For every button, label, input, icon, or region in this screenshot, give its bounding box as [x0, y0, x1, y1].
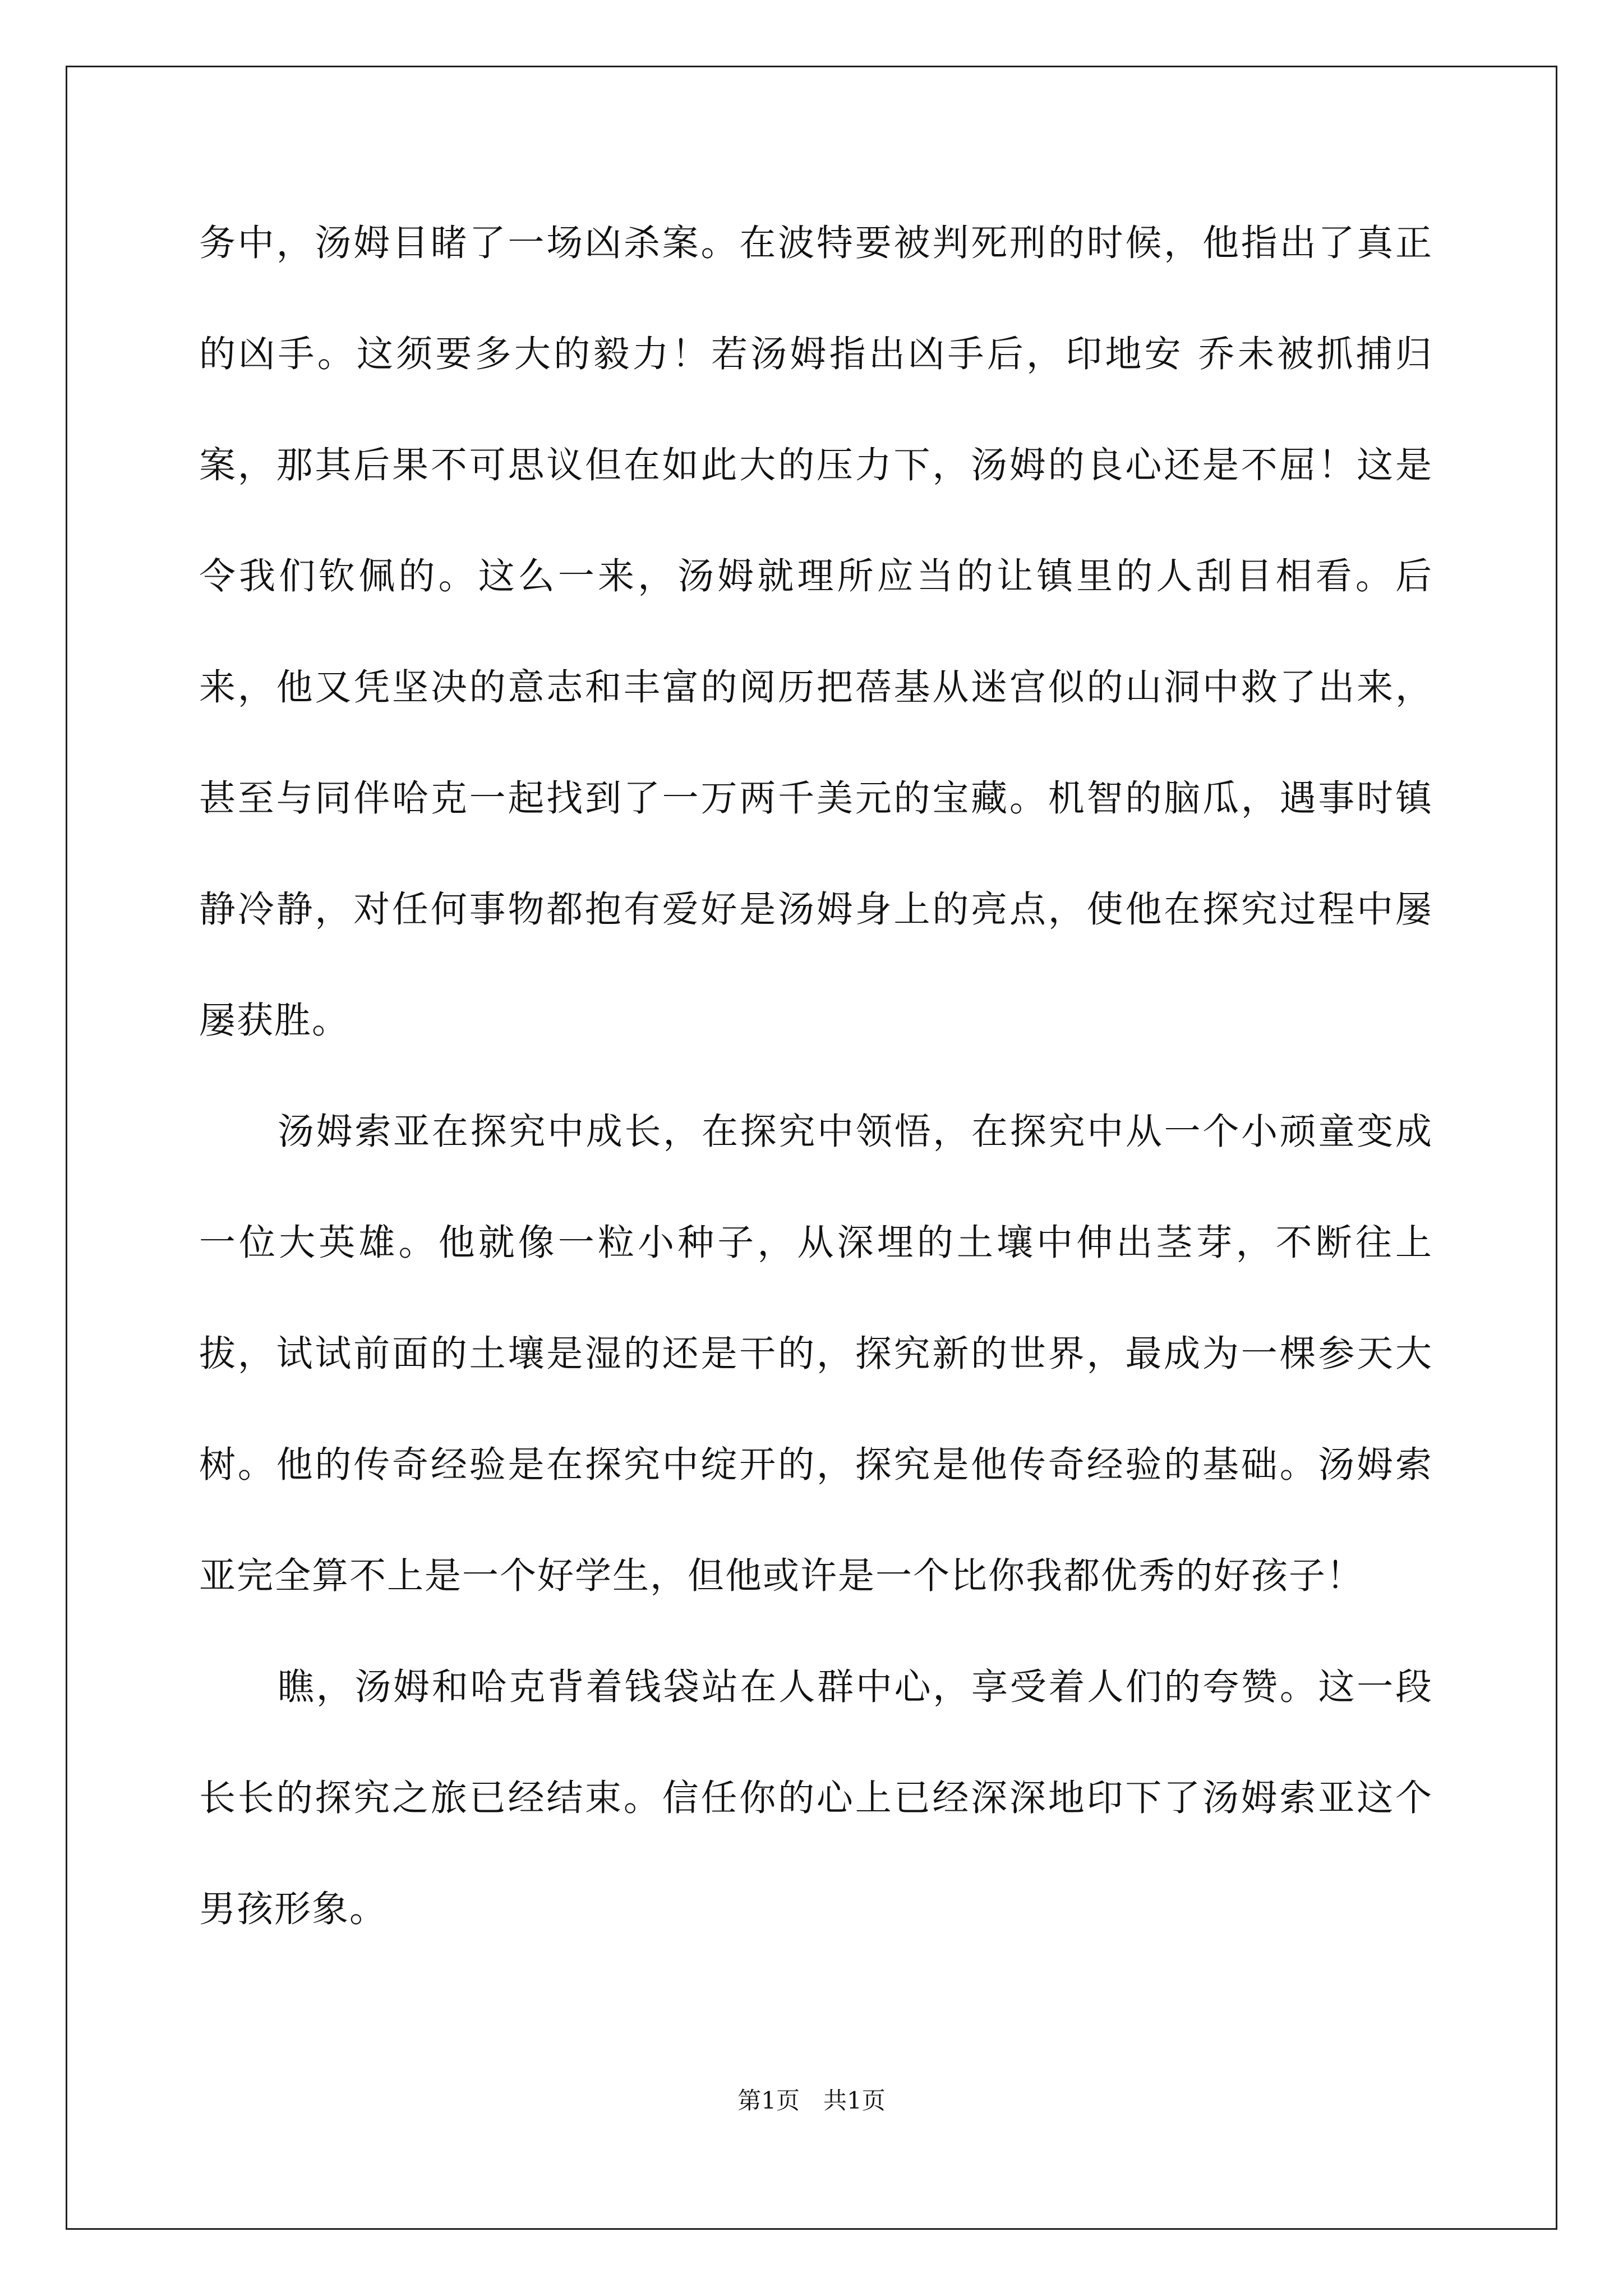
- page-number-footer: 第1页 共1页: [737, 2087, 886, 2114]
- paragraph-3: 瞧，汤姆和哈克背着钱袋站在人群中心，享受着人们的夸赞。这一段长长的探究之旅已经结束。信任你的心上已经深深地印下了汤姆索亚这个男孩形象。: [199, 1666, 1433, 1930]
- paragraph-1: 务中，汤姆目睹了一场凶杀案。在波特要被判死刑的时候，他指出了真正的凶手。这须要多大的毅力！若汤姆指出凶手后，印地安 乔未被抓捕归案，那其后果不可思议但在如此大的压力下，汤姆的良心还是不屈！这是令我们钦佩的。这么一来，汤姆就理所应当的让镇里的人刮目相看。后来，他又凭坚决的意志和丰富的阅历把蓓基从迷宫似的山洞中救了出来，甚至与同伴哈克一起找到了一万两千美元的宝藏。机智的脑瓜，遇事时镇静冷静，对任何事物都抱有爱好是汤姆身上的亮点，使他在探究过程中屡屡获胜。: [199, 222, 1433, 1042]
- paragraph-2: 汤姆索亚在探究中成长，在探究中领悟，在探究中从一个小顽童变成一位大英雄。他就像一粒小种子，从深埋的土壤中伸出茎芽，不断往上拔，试试前面的土壤是湿的还是干的，探究新的世界，最成为一棵参天大树。他的传奇经验是在探究中绽开的，探究是他传奇经验的基础。汤姆索亚完全算不上是一个好学生，但他或许是一个比你我都优秀的好孩子！: [199, 1111, 1433, 1597]
- document-body: [199, 188, 1433, 1965]
